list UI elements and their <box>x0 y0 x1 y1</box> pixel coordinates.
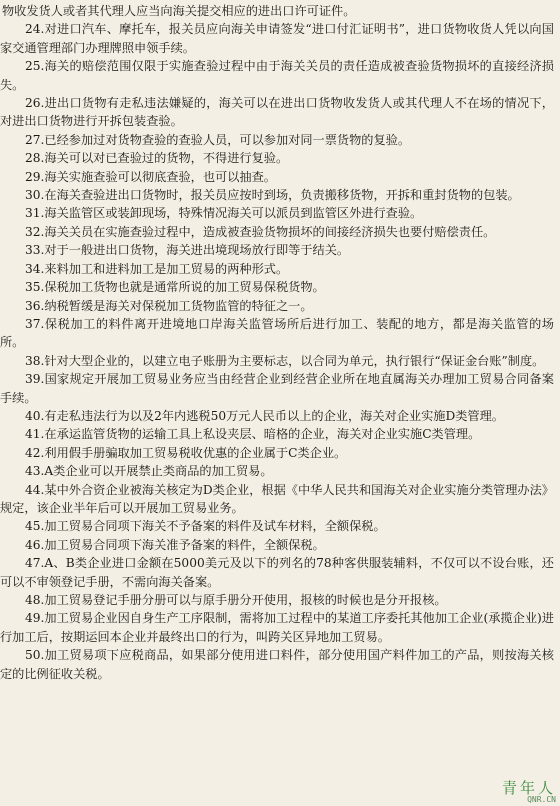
paragraph: 34.来料加工和进料加工是加工贸易的两种形式。 <box>25 261 289 276</box>
paragraph: 49.加工贸易企业因自身生产工序限制，需将加工过程中的某道工序委托其他加工企业(承揽企业)进行加工后，按期运回本企业并最终出口的行为，叫跨关区异地加工贸易。 <box>0 611 554 644</box>
paragraph: 30.在海关查验进出口货物时，报关员应按时到场，负责搬移货物，开拆和重封货物的包装。 <box>25 188 520 203</box>
paragraph: 42.利用假手册骗取加工贸易税收优惠的企业属于C类企业。 <box>25 445 347 460</box>
paragraph: 28.海关可以对已查验过的货物，不得进行复验。 <box>25 151 289 166</box>
paragraph: 32.海关关员在实施查验过程中，造成被查验货物损坏的间接经济损失也要付赔偿责任。 <box>25 224 496 239</box>
paragraph: 43.A类企业可以开展禁止类商品的加工贸易。 <box>25 464 273 479</box>
paragraph: 27.已经参加过对货物查验的查验人员，可以参加对同一票货物的复验。 <box>25 132 411 147</box>
paragraph: 35.保税加工货物也就是通常所说的加工贸易保税货物。 <box>25 280 325 295</box>
paragraph: 26.进出口货物有走私违法嫌疑的，海关可以在进出口货物收发货人或其代理人不在场的情况下，对进出口货物进行开拆包装查验。 <box>0 96 554 129</box>
watermark-site: QNR.CN <box>527 795 556 804</box>
paragraph: 38.针对大型企业的，以建立电子账册为主要标志，以合同为单元，执行银行“保证金台账”制度。 <box>25 353 545 368</box>
watermark <box>502 781 556 804</box>
paragraph: 37.保税加工的料件离开进境地口岸海关监管场所后进行加工、装配的地方，都是海关监管的场所。 <box>0 316 554 350</box>
paragraph: 29.海关实施查验可以彻底查验，也可以抽查。 <box>25 169 276 184</box>
document-page <box>0 2 556 683</box>
paragraph: 41.在承运监管货物的运输工具上私设夹层、暗格的企业，海关对企业实施C类管理。 <box>25 427 481 442</box>
paragraph: 47.A、B类企业进口金额在5000美元及以下的列名的78种客供服装辅料，不仅可以不设台账，还可以不审领登记手册，不需向海关备案。 <box>0 556 554 589</box>
paragraph: 物收发货人或者其代理人应当向海关提交相应的进出口许可证件。 <box>2 4 356 18</box>
paragraph: 50.加工贸易项下应税商品，如果部分使用进口料件，部分使用国产料件加工的产品，则按海关核定的比例征收关税。 <box>0 648 554 681</box>
paragraph: 48.加工贸易登记手册分册可以与原手册分开使用，报核的时候也是分开报核。 <box>25 593 447 607</box>
paragraph: 45.加工贸易合同项下海关不予备案的料件及试车材料，全额保税。 <box>25 519 386 534</box>
paragraph: 36.纳税暂缓是海关对保税加工货物监管的特征之一。 <box>25 298 313 313</box>
paragraph: 33.对于一般进出口货物，海关进出境现场放行即等于结关。 <box>25 243 350 258</box>
watermark-logo-text: 青年人 <box>501 779 556 797</box>
paragraph: 40.有走私违法行为以及2年内逃税50万元人民币以上的企业，海关对企业实施D类管理。 <box>25 408 504 423</box>
paragraph: 24.对进口汽车、摩托车，报关员应向海关申请签发“进口付汇证明书”，进口货物收货人凭以向国家交通管理部门办理牌照申领手续。 <box>0 22 554 55</box>
paragraph: 44.某中外合资企业被海关核定为D类企业，根据《中华人民共和国海关对企业实施分类管理办法》规定，该企业半年后可以开展加工贸易业务。 <box>0 482 554 515</box>
paragraph: 46.加工贸易合同项下海关准予备案的料件，全额保税。 <box>25 537 325 552</box>
paragraph: 39.国家规定开展加工贸易业务应当由经营企业到经营企业所在地直属海关办理加工贸易合同备案手续。 <box>0 372 554 405</box>
paragraph: 31.海关监管区或装卸现场，特殊情况海关可以派员到监管区外进行查验。 <box>25 206 423 221</box>
paragraph: 25.海关的赔偿范围仅限于实施查验过程中由于海关关员的责任造成被查验货物损坏的直接经济损失。 <box>0 59 554 92</box>
